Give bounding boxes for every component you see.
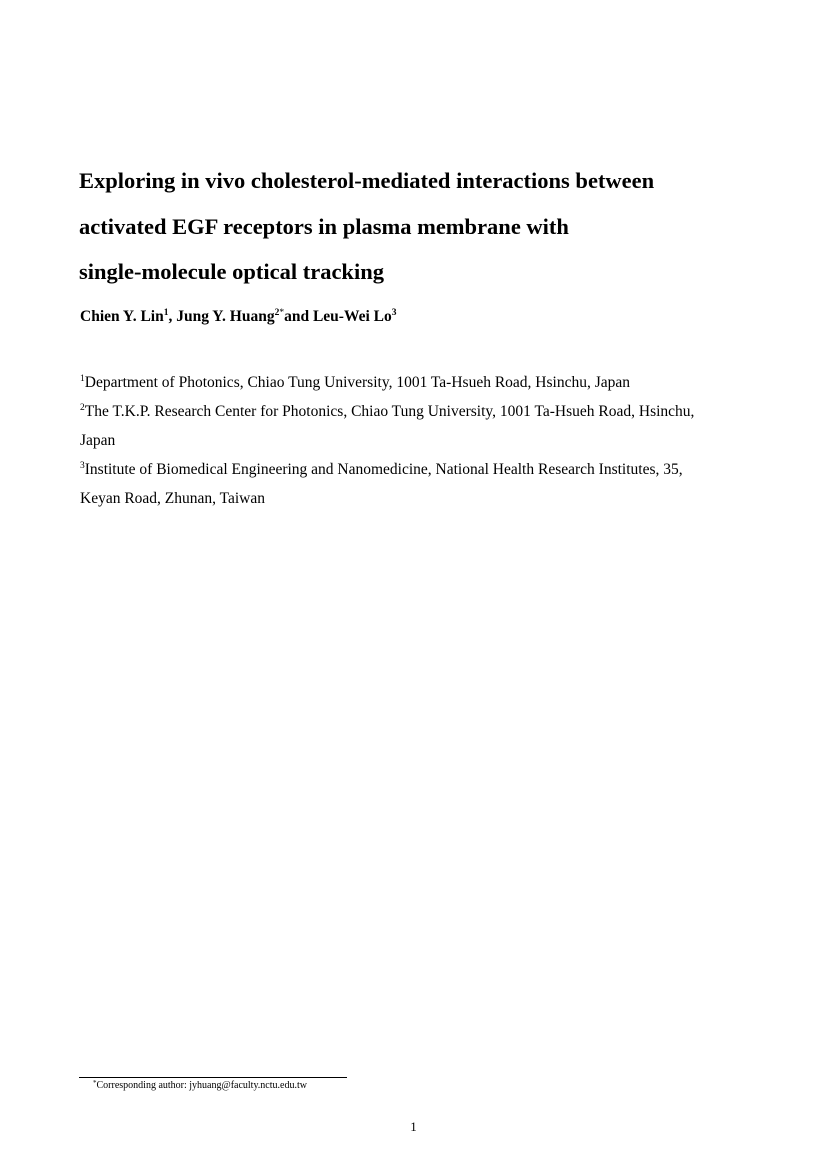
title-line-2: activated EGF receptors in plasma membrane with (79, 213, 569, 239)
affiliation-text: The T.K.P. Research Center for Photonics, Chiao Tung University, 1001 Ta-Hsueh Road, Hsinchu, (84, 403, 695, 420)
author-affil-marker: 3 (391, 308, 397, 318)
affiliation-number: 3 (80, 461, 85, 471)
corresponding-author-marker: * (279, 308, 285, 318)
affiliation-text: Department of Photonics, Chiao Tung University, 1001 Ta-Hsueh Road, Hsinchu, Japan (84, 374, 630, 391)
footnote-text: Corresponding author: jyhuang@faculty.nctu.edu.tw (96, 1080, 307, 1091)
footnote-marker: * (93, 1079, 97, 1087)
affiliation-text: Institute of Biomedical Engineering and Nanomedicine, National Health Research Institutes, 35, (84, 461, 683, 478)
affiliation-3 (80, 455, 750, 484)
title-line-1: Exploring in vivo cholesterol-mediated interactions between (79, 168, 655, 193)
affiliation-3-continued: Keyan Road, Zhunan, Taiwan (80, 490, 266, 507)
affiliation-1 (80, 368, 750, 397)
author-affil-marker: 2 (274, 308, 280, 318)
paper-title (79, 158, 779, 295)
page-number: 1 (410, 1119, 417, 1134)
author-name: , Jung Y. Huang (168, 308, 275, 325)
footnote-divider (79, 1077, 347, 1078)
author-name: Chien Y. Lin (80, 308, 164, 325)
corresponding-author-footnote (93, 1080, 307, 1091)
affiliation-number: 1 (80, 374, 85, 384)
affiliation-2-continued: Japan (80, 432, 116, 449)
author-name: and Leu-Wei Lo (284, 308, 392, 325)
author-list (80, 308, 397, 326)
affiliation-2 (80, 397, 750, 426)
affiliation-number: 2 (80, 403, 85, 413)
affiliation-list (80, 368, 750, 513)
author-affil-marker: 1 (163, 308, 169, 318)
title-line-3: single-molecule optical tracking (79, 259, 384, 284)
